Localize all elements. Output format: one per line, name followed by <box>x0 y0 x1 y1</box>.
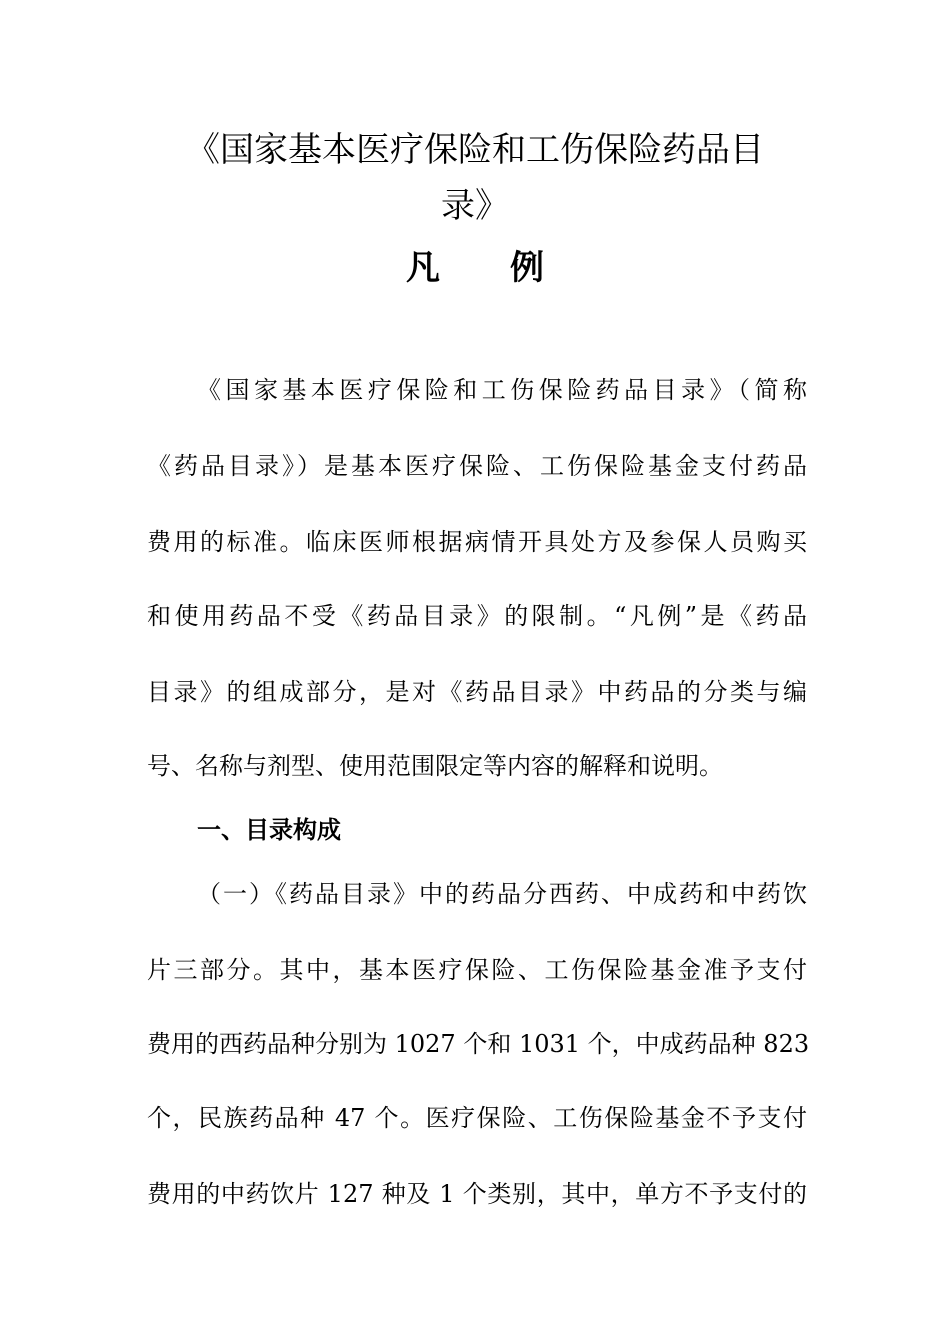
heading-char-1: 凡 <box>406 248 440 288</box>
section-heading-fanli <box>0 248 950 288</box>
section-1-paragraph-line: 费用的西药品种分别为 1027 个和 1031 个，中成药品种 823 <box>147 1030 810 1058</box>
intro-paragraph-line: 《国家基本医疗保险和工伤保险药品目录》（简称 <box>197 376 807 404</box>
section-1-paragraph-line: （一）《药品目录》中的药品分西药、中成药和中药饮 <box>197 880 807 908</box>
section-1-paragraph-line: 费用的中药饮片 127 种及 1 个类别，其中，单方不予支付的 <box>147 1180 807 1208</box>
section-1-paragraph-line: 个，民族药品种 47 个。医疗保险、工伤保险基金不予支付 <box>147 1104 807 1132</box>
intro-paragraph-line: 《药品目录》）是基本医疗保险、工伤保险基金支付药品 <box>147 452 807 480</box>
intro-paragraph-line: 目录》的组成部分，是对《药品目录》中药品的分类与编 <box>147 678 807 706</box>
intro-paragraph-line: 号、名称与剂型、使用范围限定等内容的解释和说明。 <box>147 752 723 780</box>
section-1-paragraph-line: 片三部分。其中，基本医疗保险、工伤保险基金准予支付 <box>147 956 807 984</box>
document-title-line-2: 录》 <box>441 186 509 226</box>
document-title-line-1: 《国家基本医疗保险和工伤保险药品目 <box>186 130 764 170</box>
section-1-heading: 一、目录构成 <box>197 816 341 844</box>
intro-paragraph-line: 费用的标准。临床医师根据病情开具处方及参保人员购买 <box>147 528 807 556</box>
intro-paragraph-line: 和使用药品不受《药品目录》的限制。“凡例”是《药品 <box>147 602 807 630</box>
heading-char-2: 例 <box>510 248 544 288</box>
